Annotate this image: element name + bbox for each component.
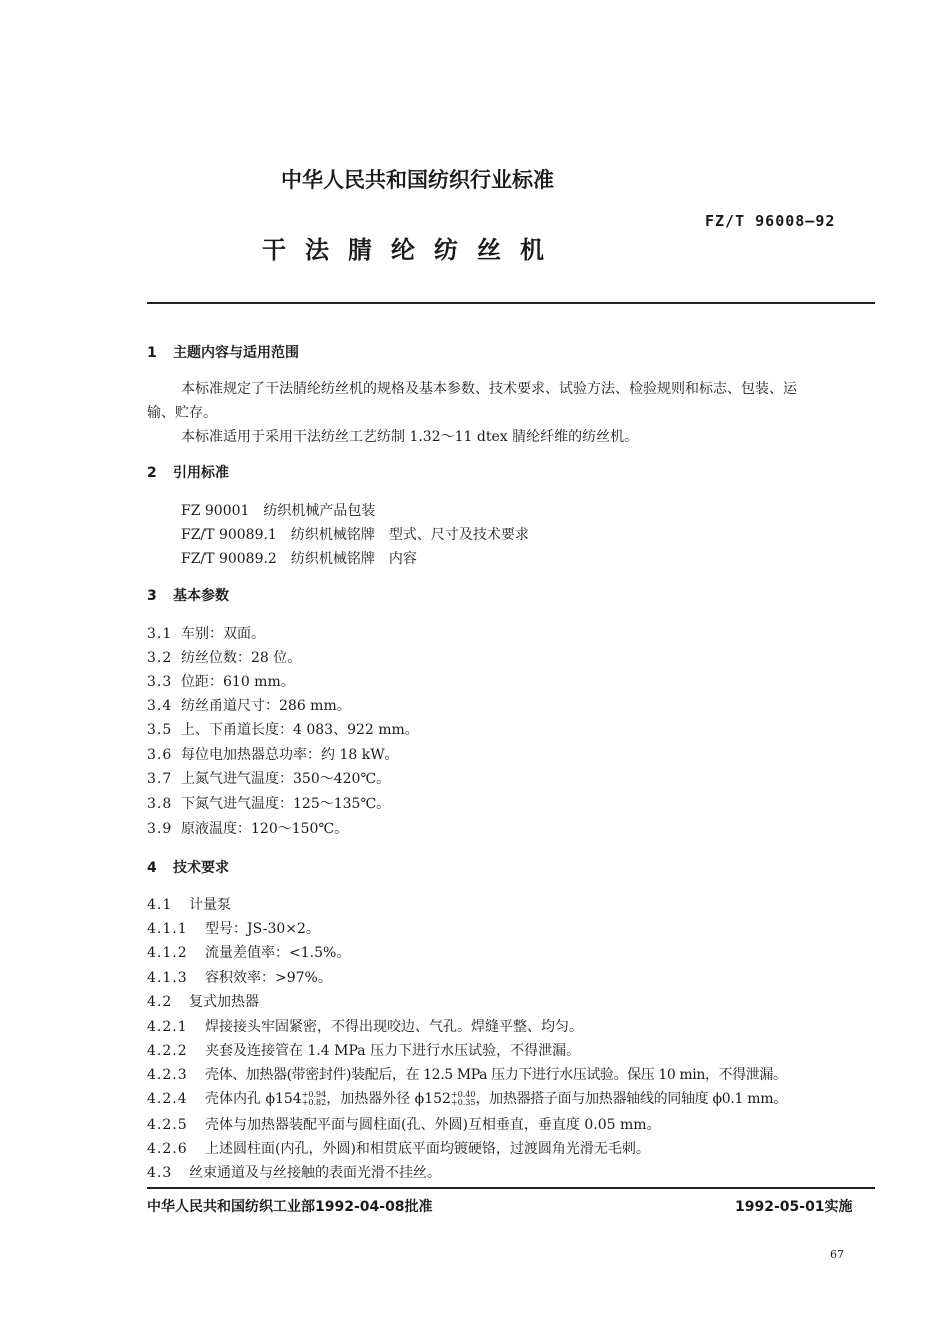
section-title: 基本参数 (173, 588, 229, 604)
section-1-heading (147, 342, 299, 362)
approval-statement: 中华人民共和国纺织工业部1992-04-08批准 (147, 1199, 433, 1215)
section-title: 引用标准 (173, 465, 229, 481)
parameter-item: 3.7 上氮气进气温度：350～420℃。 (147, 771, 391, 787)
reference-item: FZ 90001 纺织机械产品包装 (181, 503, 376, 519)
requirement-item: 4.2 复式加热器 (147, 994, 259, 1010)
header-rule (147, 302, 875, 304)
section-number: 1 (147, 345, 157, 361)
parameter-item: 3.8 下氮气进气温度：125～135℃。 (147, 796, 391, 812)
section-number: 2 (147, 465, 157, 481)
reference-item: FZ/T 90089.1 纺织机械铭牌 型式、尺寸及技术要求 (181, 527, 529, 543)
main-title: 干法腈纶纺丝机 (262, 236, 563, 264)
effective-date: 1992-05-01实施 (735, 1199, 853, 1215)
requirement-item: 4.2.1 焊接接头牢固紧密，不得出现咬边、气孔。焊缝平整、均匀。 (147, 1019, 583, 1035)
reference-item: FZ/T 90089.2 纺织机械铭牌 内容 (181, 551, 417, 567)
s1-para1-line2: 输、贮存。 (147, 405, 217, 421)
tolerance-154: +0.94 +0.82 (301, 1090, 327, 1107)
section-3-heading (147, 585, 229, 605)
parameter-item: 3.9 原液温度：120～150℃。 (147, 821, 349, 837)
s1-para2: 本标准适用于采用干法纺丝工艺纺制 1.32～11 dtex 腈纶纤维的纺丝机。 (181, 429, 639, 445)
standard-title: 中华人民共和国纺织行业标准 (281, 168, 554, 192)
s1-para1-line1: 本标准规定了干法腈纶纺丝机的规格及基本参数、技术要求、试验方法、检验规则和标志、包装、运 (181, 381, 797, 397)
parameter-item: 3.2 纺丝位数：28 位。 (147, 650, 302, 666)
section-number: 4 (147, 860, 157, 876)
requirement-item: 4.2.6 上述圆柱面(内孔，外圆)和相贯底平面均镀硬铬，过渡圆角光滑无毛刺。 (147, 1141, 650, 1157)
parameter-item: 3.3 位距：610 mm。 (147, 674, 295, 690)
requirement-item: 4.2.5 壳体与加热器装配平面与圆柱面(孔、外圆)互相垂直，垂直度 0.05 mm。 (147, 1117, 661, 1133)
requirement-item-tolerance: 4.2.4 壳体内孔 ϕ154 +0.94 +0.82 ，加热器外径 ϕ152 +0.40 +0.35 ，加热器搭子面与加热器轴线的同轴度 ϕ0.1 mm。 (147, 1090, 787, 1107)
requirement-item: 4.1.1 型号：JS-30×2。 (147, 921, 320, 937)
section-number: 3 (147, 588, 157, 604)
parameter-item: 3.5 上、下甬道长度：4 083、922 mm。 (147, 722, 419, 738)
parameter-item: 3.6 每位电加热器总功率：约 18 kW。 (147, 747, 399, 763)
footer-rule (147, 1187, 875, 1189)
requirement-item: 4.1 计量泵 (147, 897, 231, 913)
section-title: 主题内容与适用范围 (173, 345, 299, 361)
requirement-item: 4.2.2 夹套及连接管在 1.4 MPa 压力下进行水压试验，不得泄漏。 (147, 1043, 581, 1059)
parameter-item: 3.1 车别：双面。 (147, 626, 265, 642)
page-number: 67 (830, 1248, 844, 1261)
section-title: 技术要求 (173, 860, 229, 876)
section-2-heading (147, 462, 229, 482)
requirement-item: 4.3 丝束通道及与丝接触的表面光滑不挂丝。 (147, 1165, 441, 1181)
standard-code: FZ/T 96008—92 (705, 212, 836, 230)
requirement-item: 4.2.3 壳体、加热器(带密封件)装配后，在 12.5 MPa 压力下进行水压试验。保压 10 min，不得泄漏。 (147, 1067, 787, 1083)
parameter-item: 3.4 纺丝甬道尺寸：286 mm。 (147, 698, 351, 714)
section-4-heading (147, 857, 229, 877)
tolerance-152: +0.40 +0.35 (450, 1090, 476, 1107)
requirement-item: 4.1.3 容积效率：>97%。 (147, 970, 332, 986)
requirement-item: 4.1.2 流量差值率：<1.5%。 (147, 945, 351, 961)
